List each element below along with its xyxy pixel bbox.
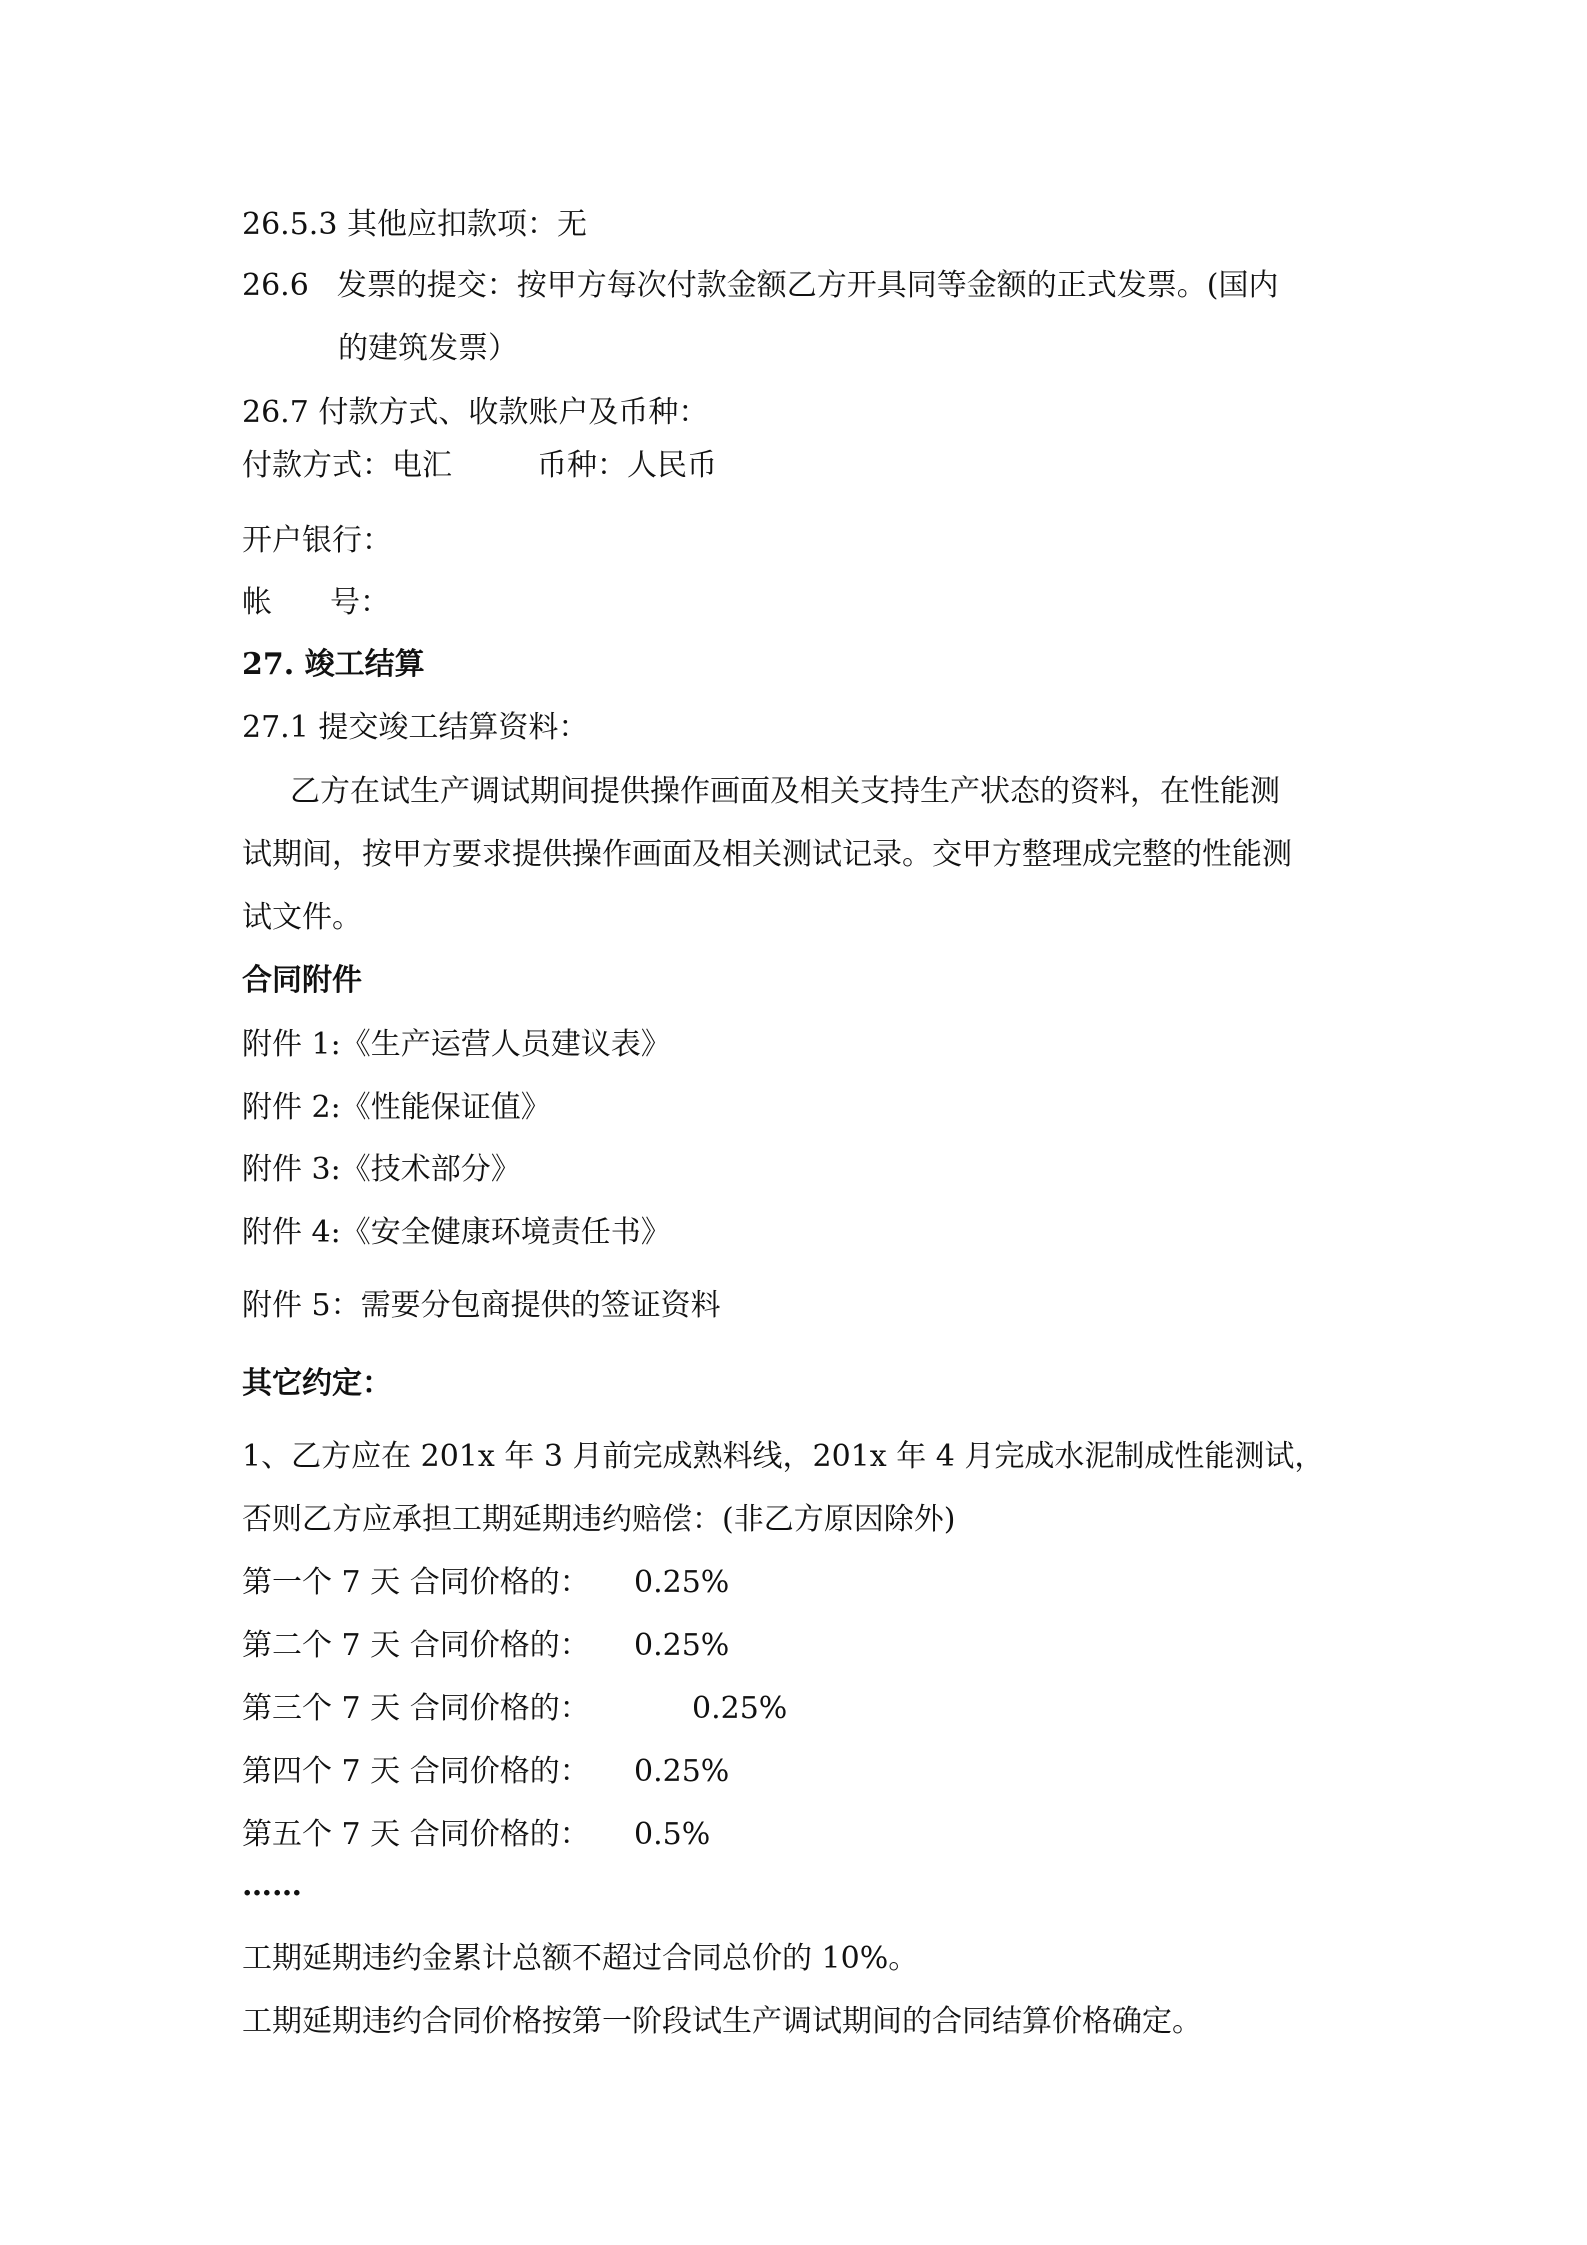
payment-method: 付款方式：电汇 [242,448,452,483]
clause-27-1: 27.1 提交竣工结算资料： [242,710,589,745]
other-term-1-line-1: 1、乙方应在 201x 年 3 月前完成熟料线，201x 年 4 月完成水泥制成性能测试， [242,1439,1325,1474]
penalty-basis: 工期延期违约合同价格按第一阶段试生产调试期间的合同结算价格确定。 [242,2004,1202,2039]
paragraph-line-3: 试文件。 [242,900,362,935]
clause-26-7: 26.7 付款方式、收款账户及币种： [242,395,709,430]
attachment-4: 附件 4:《安全健康环境责任书》 [242,1215,671,1250]
attachment-5: 附件 5：需要分包商提供的签证资料 [242,1288,721,1323]
bank-line: 开户银行： [242,523,392,558]
clause-number: 26.6 [242,268,309,303]
ellipsis: …… [242,1868,302,1903]
clause-26-6-cont: 的建筑发票） [338,331,518,366]
currency: 币种：人民币 [537,448,717,483]
clause-26-6 [242,266,1279,306]
penalty-value: 0.5% [634,1817,711,1852]
penalty-row [242,1752,942,1792]
account-label-a: 帐 [242,585,272,620]
penalty-row [242,1815,942,1855]
account-label-b: 号： [330,585,390,620]
penalty-row [242,1626,942,1666]
penalty-value: 0.25% [692,1691,788,1726]
penalty-label: 第二个 7 天 合同价格的： [242,1628,590,1663]
penalty-row [242,1563,942,1603]
penalty-row [242,1689,942,1729]
section-27-heading: 27. 竣工结算 [242,647,425,682]
penalty-label: 第五个 7 天 合同价格的： [242,1817,590,1852]
payment-method-line [242,446,717,486]
account-line [242,583,390,623]
attachment-3: 附件 3:《技术部分》 [242,1152,521,1187]
attachment-1: 附件 1:《生产运营人员建议表》 [242,1027,671,1062]
penalty-value: 0.25% [634,1754,730,1789]
penalty-value: 0.25% [634,1565,730,1600]
clause-26-5-3: 26.5.3 其他应扣款项：无 [242,207,587,242]
attachment-2: 附件 2:《性能保证值》 [242,1090,551,1125]
penalty-label: 第一个 7 天 合同价格的： [242,1565,590,1600]
penalty-label: 第三个 7 天 合同价格的： [242,1691,590,1726]
penalty-value: 0.25% [634,1628,730,1663]
other-term-1-line-2: 否则乙方应承担工期延期违约赔偿：(非乙方原因除外) [242,1502,956,1537]
other-terms-heading: 其它约定： [242,1366,392,1401]
paragraph-line-2: 试期间，按甲方要求提供操作画面及相关测试记录。交甲方整理成完整的性能测 [242,837,1292,872]
penalty-cap: 工期延期违约金累计总额不超过合同总价的 10%。 [242,1941,919,1976]
clause-text: 发票的提交：按甲方每次付款金额乙方开具同等金额的正式发票。(国内 [336,268,1279,303]
paragraph-line-1: 乙方在试生产调试期间提供操作画面及相关支持生产状态的资料，在性能测 [290,774,1280,809]
attachments-heading: 合同附件 [242,963,362,998]
penalty-label: 第四个 7 天 合同价格的： [242,1754,590,1789]
